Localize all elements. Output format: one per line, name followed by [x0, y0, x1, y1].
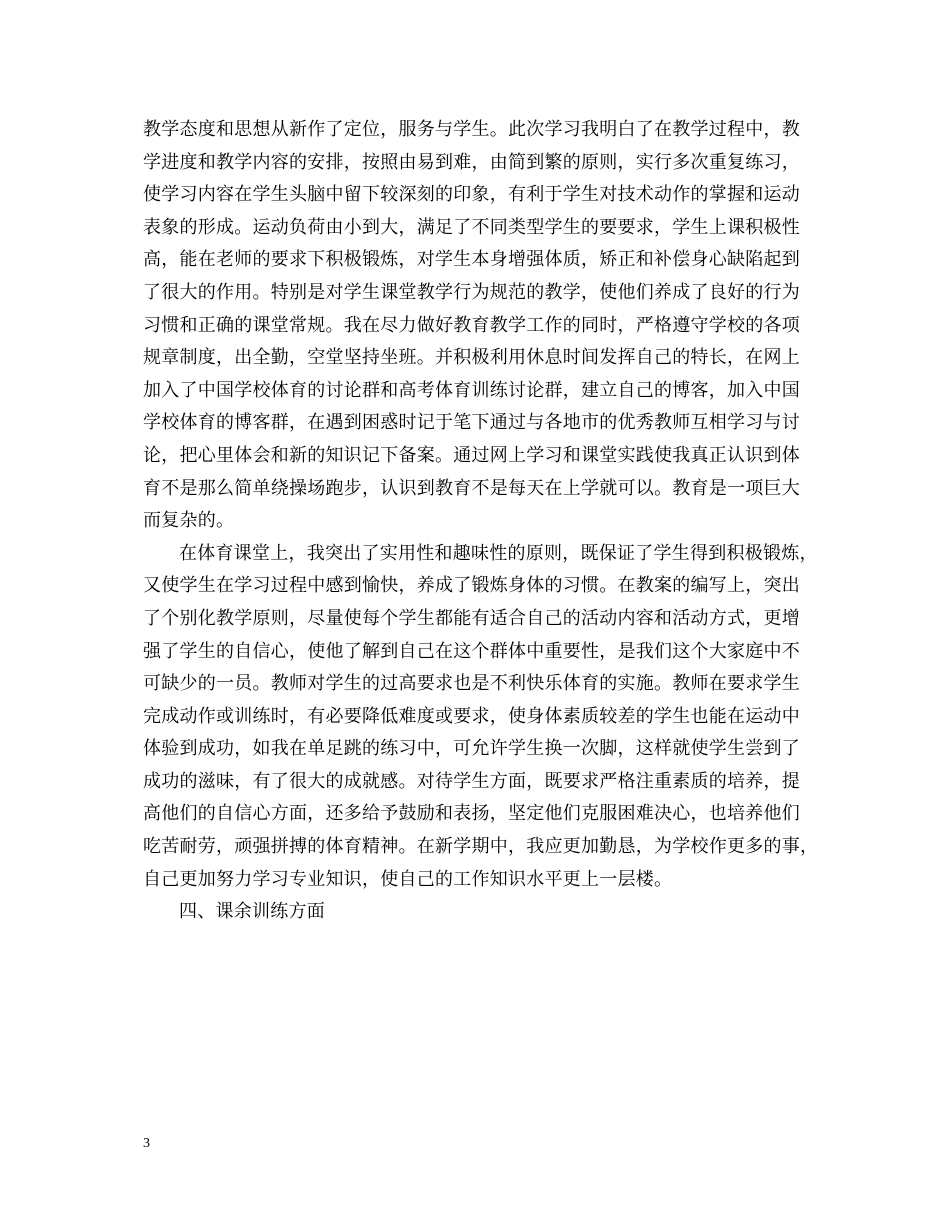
page-number: 3: [143, 1136, 150, 1151]
text-line: 加入了中国学校体育的讨论群和高考体育训练讨论群，建立自己的博客，加入中国: [143, 379, 800, 401]
text-line: 表象的形成。运动负荷由小到大，满足了不同类型学生的要要求，学生上课积极性: [143, 216, 800, 238]
text-line: 成功的滋味，有了很大的成就感。对待学生方面，既要求严格注重素质的培养，提: [143, 770, 800, 792]
text-line: 育不是那么简单绕操场跑步，认识到教育不是每天在上学就可以。教育是一项巨大: [143, 477, 800, 499]
text-line: 习惯和正确的课堂常规。我在尽力做好教育教学工作的同时，严格遵守学校的各项: [143, 314, 800, 336]
text-line: 又使学生在学习过程中感到愉快，养成了锻炼身体的习惯。在教案的编写上，突出: [143, 575, 800, 597]
text-line: 吃苦耐劳，顽强拼搏的体育精神。在新学期中，我应更加勤恳，为学校作更多的事，: [143, 836, 819, 858]
text-line: 教学态度和思想从新作了定位，服务与学生。此次学习我明白了在教学过程中，教: [143, 119, 800, 140]
text-line: 使学习内容在学生头脑中留下较深刻的印象，有利于学生对技术动作的掌握和运动: [143, 184, 800, 206]
text-line: 了很大的作用。特别是对学生课堂教学行为规范的教学，使他们养成了良好的行为: [143, 281, 800, 303]
text-line: 了个别化教学原则，尽量使每个学生都能有适合自己的活动内容和活动方式，更增: [143, 607, 800, 629]
text-line: 而复杂的。: [143, 510, 235, 532]
text-line: 高他们的自信心方面，还多给予鼓励和表扬，坚定他们克服困难决心，也培养他们: [143, 803, 800, 825]
text-line: 论，把心里体会和新的知识记下备案。通过网上学习和课堂实践使我真正认识到体: [143, 444, 800, 466]
text-line: 强了学生的自信心，使他了解到自己在这个群体中重要性，是我们这个大家庭中不: [143, 640, 800, 662]
text-line: 高，能在老师的要求下积极锻炼，对学生本身增强体质，矫正和补偿身心缺陷起到: [143, 249, 800, 271]
text-line: 在体育课堂上，我突出了实用性和趣味性的原则，既保证了学生得到积极锻炼，: [179, 542, 818, 564]
text-line: 学校体育的博客群，在遇到困惑时记于笔下通过与各地市的优秀教师互相学习与讨: [143, 412, 800, 434]
body-text: [143, 114, 827, 929]
text-line: 学进度和教学内容的安排，按照由易到难，由简到繁的原则，实行多次重复练习，: [143, 151, 800, 173]
text-line: 完成动作或训练时，有必要降低难度或要求，使身体素质较差的学生也能在运动中: [143, 705, 800, 727]
text-line: 可缺少的一员。教师对学生的过高要求也是不利快乐体育的实施。教师在要求学生: [143, 673, 800, 695]
text-line: 自己更加努力学习专业知识，使自己的工作知识水平更上一层楼。: [143, 868, 673, 890]
text-line: 四、课余训练方面: [179, 901, 325, 923]
text-line: 规章制度，出全勤，空堂坚持坐班。并积极利用休息时间发挥自己的特长，在网上: [143, 347, 800, 369]
text-line: 体验到成功，如我在单足跳的练习中，可允许学生换一次脚，这样就使学生尝到了: [143, 738, 800, 760]
